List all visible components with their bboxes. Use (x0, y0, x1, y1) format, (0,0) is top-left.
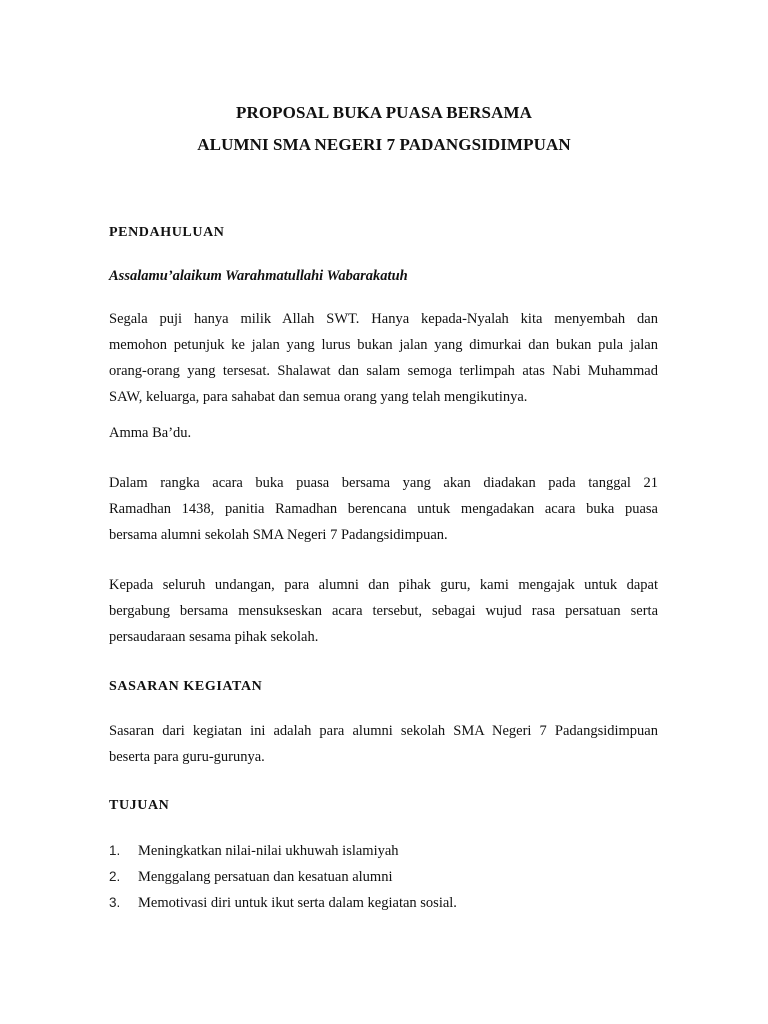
paragraph-line: Segala puji hanya milik Allah SWT. Hanya kepada-Nyalah kita menyembah dan (109, 311, 658, 327)
tujuan-list (109, 838, 457, 916)
paragraph-sasaran (109, 718, 658, 770)
document-title-line-1: PROPOSAL BUKA PUASA BERSAMA (236, 103, 532, 122)
list-item-text: Meningkatkan nilai-nilai ukhuwah islamiyah (138, 843, 399, 859)
list-item-number: 2. (109, 869, 121, 884)
section-heading-tujuan: TUJUAN (109, 798, 170, 813)
section-heading-sasaran: SASARAN KEGIATAN (109, 679, 263, 694)
paragraph-line: bersama alumni sekolah SMA Negeri 7 Padangsidimpuan. (109, 527, 448, 543)
list-item-number: 1. (109, 843, 121, 858)
document-title-line-2: ALUMNI SMA NEGERI 7 PADANGSIDIMPUAN (197, 135, 571, 154)
paragraph-line: memohon petunjuk ke jalan yang lurus bukan jalan yang dimurkai dan bukan pula jalan (109, 337, 658, 353)
paragraph-line: Dalam rangka acara buka puasa bersama yang akan diadakan pada tanggal 21 (109, 475, 658, 491)
paragraph-line: persaudaraan sesama pihak sekolah. (109, 629, 319, 645)
paragraph-line: orang-orang yang tersesat. Shalawat dan salam semoga terlimpah atas Nabi Muhammad (109, 363, 658, 379)
paragraph-invitation (109, 572, 658, 650)
paragraph-line: beserta para guru-gurunya. (109, 749, 265, 765)
list-item (109, 890, 457, 916)
paragraph-line: Sasaran dari kegiatan ini adalah para alumni sekolah SMA Negeri 7 Padangsidimpuan (109, 723, 658, 739)
list-item (109, 838, 457, 864)
paragraph-event-plan (109, 470, 658, 548)
section-heading-pendahuluan: PENDAHULUAN (109, 225, 225, 240)
list-item-text: Menggalang persatuan dan kesatuan alumni (138, 869, 393, 885)
paragraph-opening (109, 306, 658, 410)
paragraph-line: Kepada seluruh undangan, para alumni dan pihak guru, kami mengajak untuk dapat (109, 577, 658, 593)
list-item-number: 3. (109, 895, 121, 910)
paragraph-line: bergabung bersama mensukseskan acara tersebut, sebagai wujud rasa persatuan serta (109, 603, 658, 619)
paragraph-line: Ramadhan 1438, panitia Ramadhan berencana untuk mengadakan acara buka puasa (109, 501, 658, 517)
paragraph-line: SAW, keluarga, para sahabat dan semua orang yang telah mengikutinya. (109, 389, 528, 405)
list-item-text: Memotivasi diri untuk ikut serta dalam kegiatan sosial. (138, 895, 457, 911)
greeting-text: Assalamu’alaikum Warahmatullahi Wabarakatuh (109, 268, 408, 284)
list-item (109, 864, 457, 890)
amma-badu-text: Amma Ba’du. (109, 425, 192, 441)
